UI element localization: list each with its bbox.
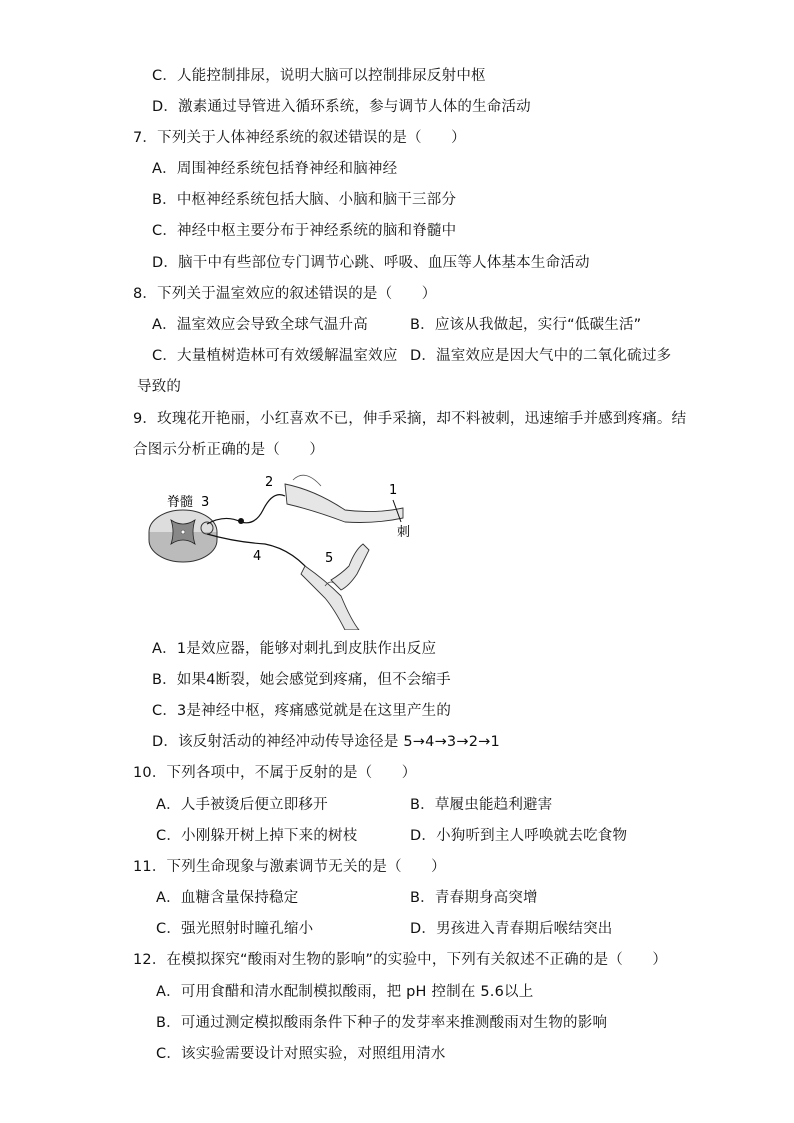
spinal-cord-icon (149, 510, 217, 562)
q12-option-c: C．该实验需要设计对照实验，对照组用清水 (156, 1046, 446, 1062)
q6-option-c: C．人能控制排尿，说明大脑可以控制排尿反射中枢 (152, 68, 486, 84)
q11-stem: 11．下列生命现象与激素调节无关的是（ ） (133, 859, 446, 875)
label-4: 4 (253, 549, 262, 564)
q10-option-a: A．人手被烫后便立即移开 (156, 797, 328, 813)
q10-stem: 10．下列各项中，不属于反射的是（ ） (133, 765, 417, 781)
q8-stem: 8．下列关于温室效应的叙述错误的是（ ） (133, 286, 437, 302)
q6-option-d: D．激素通过导管进入循环系统，参与调节人体的生命活动 (152, 99, 531, 115)
q9-option-d: D．该反射活动的神经冲动传导途径是 5→4→3→2→1 (152, 734, 500, 750)
label-1: 1 (389, 483, 398, 498)
label-2: 2 (265, 475, 274, 490)
q11-option-b: B．青春期身高突增 (410, 890, 538, 906)
q10-option-c: C．小刚躲开树上掉下来的树枝 (156, 828, 358, 844)
q11-option-a: A．血糖含量保持稳定 (156, 890, 299, 906)
label-5: 5 (325, 551, 334, 566)
q10-option-b: B．草履虫能趋利避害 (410, 797, 553, 813)
q12-option-b: B．可通过测定模拟酸雨条件下种子的发芽率来推测酸雨对生物的影响 (156, 1015, 608, 1031)
q9-stem: 9．玫瑰花开艳丽，小红喜欢不已，伸手采摘，却不料被刺，迅速缩手并感到疼痛。结 (133, 411, 687, 427)
spinal-cord-label: 脊髓 (167, 495, 194, 510)
q10-option-d: D．小狗听到主人呼唤就去吃食物 (410, 828, 628, 844)
q7-stem: 7．下列关于人体神经系统的叙述错误的是（ ） (133, 130, 466, 146)
q11-option-d: D．男孩进入青春期后喉结突出 (410, 921, 613, 937)
q7-option-d: D．脑干中有些部位专门调节心跳、呼吸、血压等人体基本生命活动 (152, 255, 590, 271)
q8-option-a: A．温室效应会导致全球气温升高 (152, 317, 368, 333)
q9-option-b: B．如果4断裂，她会感觉到疼痛，但不会缩手 (152, 672, 451, 688)
q9-stem-cont: 合图示分析正确的是（ ） (133, 442, 325, 458)
q7-option-a: A．周围神经系统包括脊神经和脑神经 (152, 161, 398, 177)
q9-option-a: A．1是效应器，能够对刺扎到皮肤作出反应 (152, 641, 437, 657)
q8-option-d: D．温室效应是因大气中的二氧化硫过多 (410, 348, 672, 364)
reflex-arc-diagram (145, 470, 425, 630)
q8-option-b: B．应该从我做起，实行“低碳生活” (410, 317, 642, 333)
q9-option-c: C．3是神经中枢，疼痛感觉就是在这里产生的 (152, 703, 452, 719)
q12-stem: 12．在模拟探究“酸雨对生物的影响”的实验中，下列有关叙述不正确的是（ ） (133, 952, 668, 968)
q8-option-d-cont: 导致的 (137, 379, 182, 395)
thorn-label: 刺 (397, 525, 411, 540)
q7-option-b: B．中枢神经系统包括大脑、小脑和脑干三部分 (152, 192, 457, 208)
q8-option-c: C．大量植树造林可有效缓解温室效应 (152, 348, 398, 364)
label-3: 3 (201, 495, 210, 510)
q7-option-c: C．神经中枢主要分布于神经系统的脑和脊髓中 (152, 223, 457, 239)
q12-option-a: A．可用食醋和清水配制模拟酸雨，把 pH 控制在 5.6以上 (156, 984, 534, 1000)
q11-option-c: C．强光照射时瞳孔缩小 (156, 921, 314, 937)
